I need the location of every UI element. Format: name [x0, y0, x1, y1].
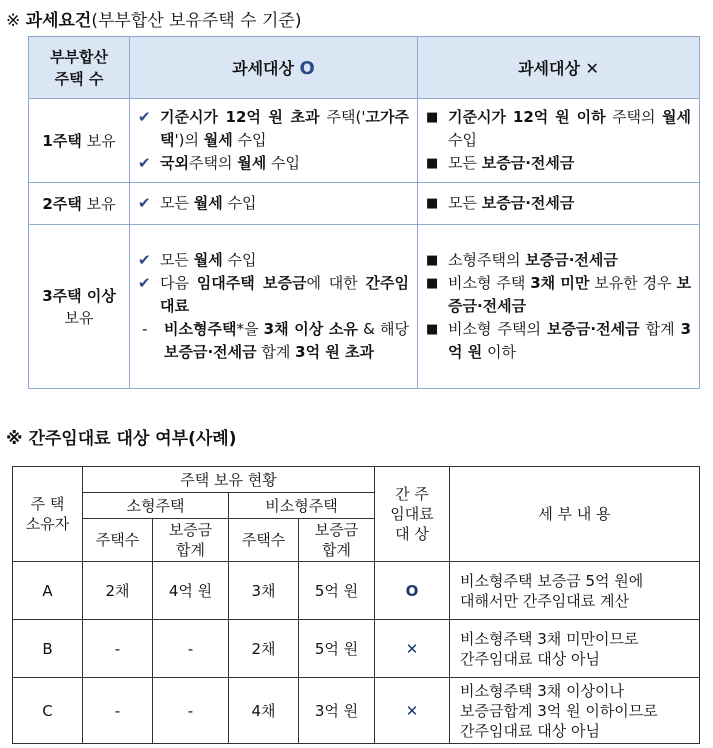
- section-title-tax-requirements: [6, 6, 301, 31]
- table1-row: [29, 99, 700, 183]
- list-item-text: 국외주택의 월세 수입: [160, 154, 300, 172]
- not-taxed-cell: [418, 183, 700, 225]
- table1-row: [29, 183, 700, 225]
- owner-cell: A: [13, 562, 83, 620]
- big-count-cell: 2채: [229, 620, 299, 678]
- table1-header-row: [29, 37, 700, 99]
- header-small-deposit: 보증금 합계: [153, 519, 229, 562]
- header-taxed-label: 과세대상: [232, 59, 294, 78]
- list-item-text: 다음 임대주택 보증금에 대한 간주임대료: [160, 274, 410, 315]
- square-bullet-icon: ■: [426, 276, 439, 291]
- header-small-house: 소형주택: [83, 493, 229, 519]
- list-item-text: 비소형 주택 3채 미만 보유한 경우 보증금·전세금: [448, 274, 691, 315]
- section-title-cases: [6, 424, 236, 449]
- list-item-text: 기준시가 12억 원 이하 주택의 월세 수입: [448, 108, 691, 149]
- header-small-count: 주택수: [83, 519, 153, 562]
- reference-mark: ※: [6, 429, 23, 449]
- list-item-text: 모든 보증금·전세금: [448, 194, 575, 212]
- owner-cell: B: [13, 620, 83, 678]
- small-deposit-cell: 4억 원: [153, 562, 229, 620]
- header-owner: 주 택 소유자: [13, 467, 83, 562]
- list-item: [138, 249, 409, 272]
- big-deposit-cell: 5억 원: [299, 562, 375, 620]
- section-title-bold: 과세요건: [25, 11, 92, 31]
- list-item: [138, 152, 409, 175]
- target-cross-icon: ✕: [375, 620, 450, 678]
- big-deposit-cell: 5억 원: [299, 620, 375, 678]
- list-item-text: 모든 보증금·전세금: [448, 154, 575, 172]
- list-item-text: 모든 월세 수입: [160, 251, 257, 269]
- taxed-cell: [130, 99, 418, 183]
- square-bullet-icon: ■: [426, 156, 439, 171]
- target-circle-icon: O: [375, 562, 450, 620]
- header-details: 세 부 내 용: [450, 467, 700, 562]
- small-deposit-cell: -: [153, 620, 229, 678]
- list-item-text: 기준시가 12억 원 초과 주택('고가주택')의 월세 수입: [160, 108, 409, 149]
- row-label: 1주택 보유: [29, 99, 130, 183]
- big-count-cell: 3채: [229, 562, 299, 620]
- taxed-cell: [130, 183, 418, 225]
- header-holding-status: 주택 보유 현황: [83, 467, 375, 493]
- not-taxed-cell: [418, 225, 700, 389]
- table-row: [13, 678, 700, 744]
- cases-table: [12, 466, 700, 744]
- tax-requirements-table: [28, 36, 700, 389]
- circle-mark-icon: O: [299, 58, 315, 79]
- check-icon: ✔: [138, 108, 151, 126]
- list-item: [138, 192, 409, 215]
- dash-bullet: -: [142, 320, 148, 338]
- row-label: 2주택 보유: [29, 183, 130, 225]
- small-count-cell: -: [83, 678, 153, 744]
- small-deposit-cell: -: [153, 678, 229, 744]
- not-taxed-cell: [418, 99, 700, 183]
- table2-header-row: [13, 467, 700, 493]
- detail-cell: 비소형주택 3채 이상이나 보증금합계 3억 원 이하이므로 간주임대료 대상 아님: [450, 678, 700, 744]
- table1-row: [29, 225, 700, 389]
- square-bullet-icon: ■: [426, 110, 439, 125]
- check-icon: ✔: [138, 274, 151, 292]
- owner-cell: C: [13, 678, 83, 744]
- detail-cell: 비소형주택 보증금 5억 원에 대해서만 간주임대료 계산: [450, 562, 700, 620]
- list-item: [426, 272, 691, 318]
- header-house-count: 부부합산 주택 수: [29, 37, 130, 99]
- big-deposit-cell: 3억 원: [299, 678, 375, 744]
- list-item-text: 비소형주택*을 3채 이상 소유 & 해당 보증금·전세금 합계 3억 원 초과: [164, 320, 409, 361]
- list-item: [138, 106, 409, 152]
- list-item: [426, 318, 691, 364]
- section-title-rest: (부부합산 보유주택 수 기준): [91, 11, 302, 31]
- square-bullet-icon: ■: [426, 253, 439, 268]
- taxed-cell: [130, 225, 418, 389]
- header-big-count: 주택수: [229, 519, 299, 562]
- list-item-text: 비소형 주택의 보증금·전세금 합계 3억 원 이하: [448, 320, 691, 361]
- small-count-cell: 2채: [83, 562, 153, 620]
- list-item: [426, 152, 691, 175]
- header-not-taxed: [418, 37, 700, 99]
- table-row: [13, 562, 700, 620]
- table-row: [13, 620, 700, 678]
- small-count-cell: -: [83, 620, 153, 678]
- header-non-small-house: 비소형주택: [229, 493, 375, 519]
- header-not-taxed-label: 과세대상: [518, 59, 580, 78]
- row-label: 3주택 이상 보유: [29, 225, 130, 389]
- detail-cell: 비소형주택 3채 미만이므로 간주임대료 대상 아님: [450, 620, 700, 678]
- list-item: [426, 106, 691, 152]
- reference-mark: ※: [6, 11, 21, 31]
- list-item-text: 모든 월세 수입: [160, 194, 257, 212]
- square-bullet-icon: ■: [426, 322, 439, 337]
- list-item: [426, 192, 691, 215]
- list-item: [426, 249, 691, 272]
- list-item: [138, 318, 409, 364]
- section-title-text: 간주임대료 대상 여부(사례): [28, 429, 237, 449]
- check-icon: ✔: [138, 194, 151, 212]
- header-big-deposit: 보증금 합계: [299, 519, 375, 562]
- big-count-cell: 4채: [229, 678, 299, 744]
- header-deemed-rent-target: 간 주 임대료 대 상: [375, 467, 450, 562]
- cross-mark-icon: ✕: [585, 59, 599, 78]
- square-bullet-icon: ■: [426, 196, 439, 211]
- check-icon: ✔: [138, 154, 151, 172]
- header-taxed: [130, 37, 418, 99]
- list-item-text: 소형주택의 보증금·전세금: [448, 251, 618, 269]
- check-icon: ✔: [138, 251, 151, 269]
- list-item: [138, 272, 409, 318]
- target-cross-icon: ✕: [375, 678, 450, 744]
